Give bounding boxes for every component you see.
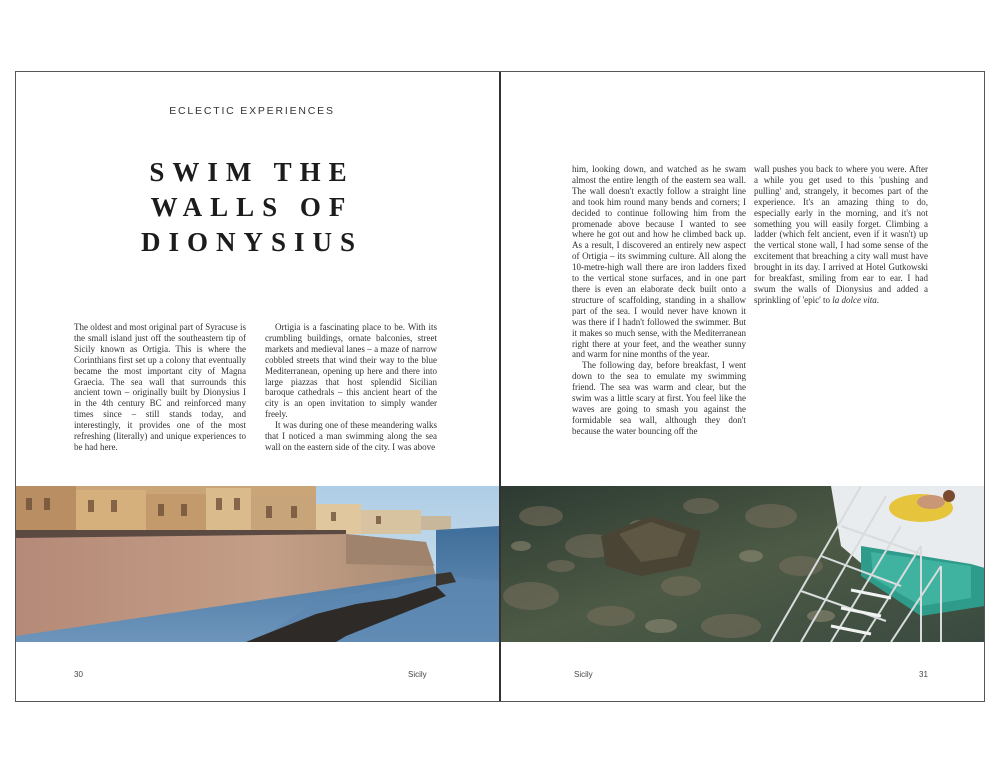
body-column-1 [74,322,246,453]
paragraph: The following day, before breakfast, I went down to the sea to emulate my swimming friend. The sea was warm and clear, but the swim was a little scary at first. You feel like the waves are going to smash you against the formidable sea wall, although they don't because the water bouncing off the [572,360,746,436]
page-number-left: 30 [74,670,83,679]
italic-phrase: la dolce vita [832,294,877,305]
paragraph-text: wall pushes you back to where you were. After a while you get used to this 'pushing and pulling' and, strangely, it becomes part of the experience. It's an amazing thing to do, especially early in the morning, and it's not something you will easily forget. Climbing a ladder (which felt ancient, even if it wasn't) up the vertical stone wall, I had some sense of the excitement that breaching a city wall must have brought in its day. I arrived at Hotel Gutkowski for breakfast, smiling from ear to ear. I had swum the walls of Dionysius and added a sprinkling of 'epic' to [754,164,928,305]
title-line-2: WALLS OF [150,192,354,222]
running-head-right: Sicily [574,670,593,679]
page-number-right: 31 [919,670,928,679]
title-line-3: DIONYSIUS [140,227,364,257]
swimming-deck-photo-illustration [501,486,985,642]
sea-wall-photo-illustration [16,486,499,642]
paragraph: It was during one of these meandering walks that I noticed a man swimming along the sea wall on the eastern side of the city. I was above [265,420,437,452]
body-column-2 [265,322,437,453]
title-line-1: SWIM THE [149,157,355,187]
paragraph: Ortigia is a fascinating place to be. With its crumbling buildings, ornate balconies, street markets and medieval lanes – a maze of narrow cobbled streets that wind their way to the blue Mediterranean, opening up here and there into large piazzas that host splendid Sicilian baroque cathedrals – this ancient heart of the city is an open invitation to simply wander freely. [265,322,437,420]
section-kicker: ECLECTIC EXPERIENCES [169,105,335,117]
paragraph [754,164,928,306]
paragraph: The oldest and most original part of Syracuse is the small island just off the southeastern tip of Sicily known as Ortigia. This is where the Corinthians first set up a colony that eventually became the most important city of Magna Graecia. The sea wall that surrounds this ancient town – originally built by Dionysius I in the 4th century BC and reinforced many times since – still stands today, and interestingly, it provides one of the most refreshing (literally) and unique experiences to be had here. [74,322,246,452]
article-title [76,155,428,260]
paragraph: him, looking down, and watched as he swam almost the entire length of the eastern sea wall. The wall doesn't exactly follow a straight line and took him round many bends and corners; I decided to continue following him from the promenade above because I wanted to see where he got out and how he climbed back up. As a result, I discovered an entirely new aspect of Ortigia – its swimming culture. All along the 10-metre-high wall there are iron ladders fixed to the vertical stone surfaces, and in one part there is even an elaborate deck built onto a structure of scaffolding, standing in a shallow part of the sea. I would never have known it was there if I hadn't followed the swimmer. But it makes so much sense, with the Mediterranean right there at your feet, and the weather sunny and warm for nine months of the year. [572,164,746,360]
magazine-spread [15,71,985,702]
body-column-3 [572,164,746,437]
body-column-4 [754,164,928,306]
photo-swimming-deck [501,486,985,642]
paragraph-end: . [876,294,879,305]
photo-ortigia-sea-wall [16,486,499,642]
running-head-left: Sicily [408,670,427,679]
